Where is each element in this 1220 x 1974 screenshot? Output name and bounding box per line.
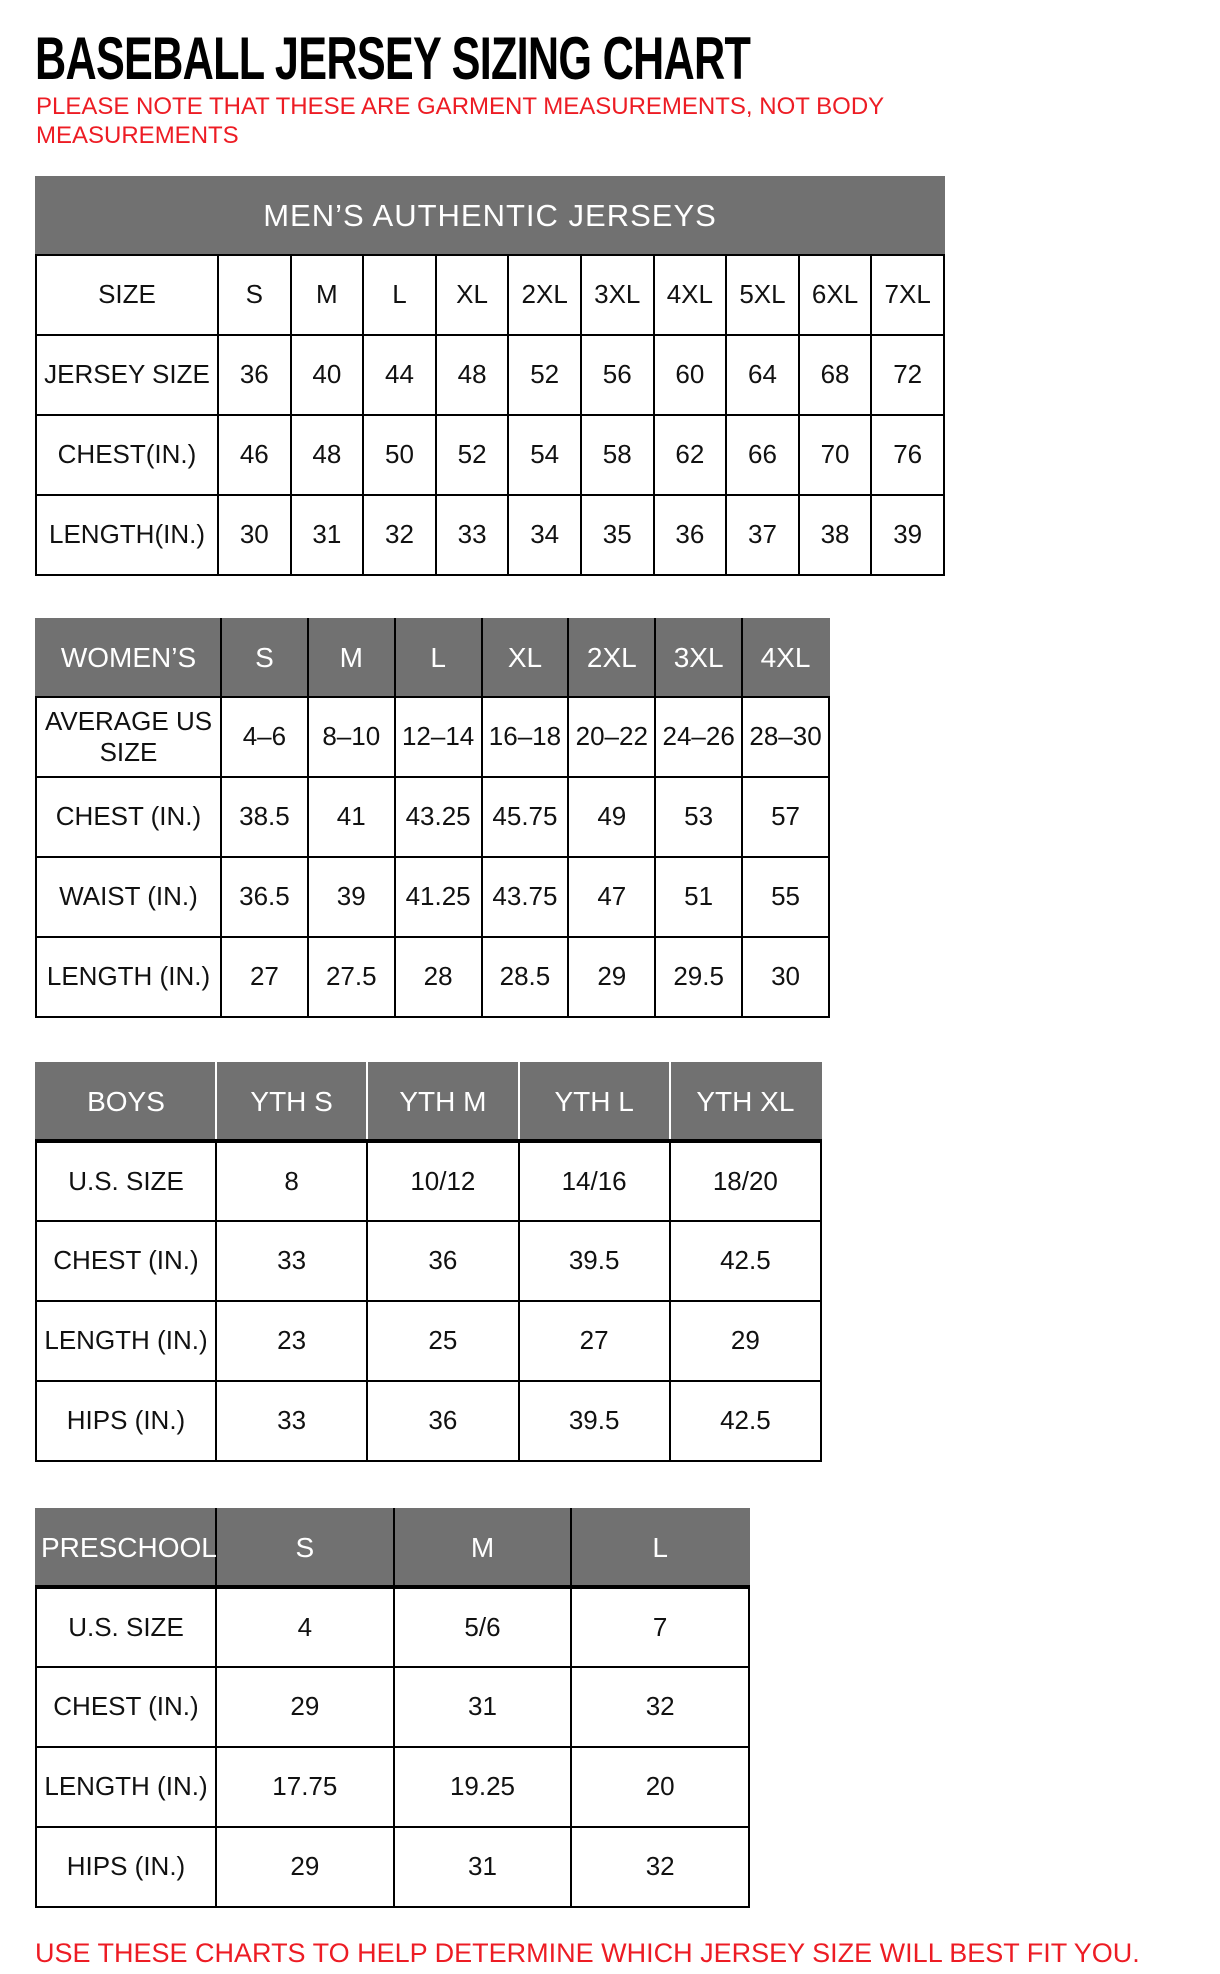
- preschool-value-cell: 32: [571, 1667, 749, 1747]
- mens-row-label: LENGTH(IN.): [36, 495, 218, 575]
- preschool-size-header-cell: M: [394, 1509, 572, 1587]
- mens-value-cell: 72: [871, 335, 944, 415]
- mens-row-label: SIZE: [36, 255, 218, 335]
- womens-value-cell: 53: [655, 777, 742, 857]
- mens-value-cell: 39: [871, 495, 944, 575]
- preschool-value-cell: 29: [216, 1667, 394, 1747]
- womens-value-cell: 27.5: [308, 937, 395, 1017]
- mens-value-cell: 38: [799, 495, 872, 575]
- boys-value-cell: 42.5: [670, 1221, 821, 1301]
- womens-value-cell: 28–30: [742, 697, 829, 777]
- preschool-row-label: CHEST (IN.): [36, 1667, 216, 1747]
- mens-value-cell: 46: [218, 415, 291, 495]
- womens-size-header-cell: XL: [482, 619, 569, 697]
- mens-value-cell: 5XL: [726, 255, 799, 335]
- womens-size-header-cell: S: [221, 619, 308, 697]
- mens-value-cell: 52: [436, 415, 509, 495]
- boys-value-cell: 33: [216, 1381, 367, 1461]
- preschool-table-row: [36, 1747, 749, 1827]
- mens-value-cell: 37: [726, 495, 799, 575]
- mens-value-cell: 40: [291, 335, 364, 415]
- mens-banner-row: [36, 177, 944, 255]
- mens-value-cell: 56: [581, 335, 654, 415]
- boys-value-cell: 8: [216, 1141, 367, 1221]
- womens-size-header-cell: M: [308, 619, 395, 697]
- boys-table-row: [36, 1301, 821, 1381]
- mens-sizing-table: [35, 176, 945, 576]
- preschool-value-cell: 32: [571, 1827, 749, 1907]
- womens-value-cell: 38.5: [221, 777, 308, 857]
- boys-header-row: [36, 1063, 821, 1141]
- womens-row-label: WAIST (IN.): [36, 857, 221, 937]
- womens-row-label: AVERAGE US SIZE: [36, 697, 221, 777]
- boys-size-header-cell: YTH S: [216, 1063, 367, 1141]
- preschool-header-row: [36, 1509, 749, 1587]
- mens-value-cell: 64: [726, 335, 799, 415]
- womens-value-cell: 45.75: [482, 777, 569, 857]
- womens-value-cell: 41.25: [395, 857, 482, 937]
- womens-header-row: [36, 619, 829, 697]
- preschool-size-header-cell: S: [216, 1509, 394, 1587]
- preschool-value-cell: 5/6: [394, 1587, 572, 1667]
- womens-value-cell: 30: [742, 937, 829, 1017]
- mens-value-cell: 66: [726, 415, 799, 495]
- mens-value-cell: 2XL: [508, 255, 581, 335]
- mens-value-cell: 3XL: [581, 255, 654, 335]
- boys-value-cell: 39.5: [519, 1381, 670, 1461]
- womens-table-row: [36, 777, 829, 857]
- boys-value-cell: 14/16: [519, 1141, 670, 1221]
- womens-value-cell: 47: [568, 857, 655, 937]
- boys-row-label: CHEST (IN.): [36, 1221, 216, 1301]
- mens-table-row: [36, 335, 944, 415]
- boys-value-cell: 27: [519, 1301, 670, 1381]
- fit-advice-footer: USE THESE CHARTS TO HELP DETERMINE WHICH JERSEY SIZE WILL BEST FIT YOU.: [35, 1938, 1140, 1968]
- womens-table-row: [36, 697, 829, 777]
- womens-value-cell: 43.75: [482, 857, 569, 937]
- preschool-value-cell: 7: [571, 1587, 749, 1667]
- mens-row-label: CHEST(IN.): [36, 415, 218, 495]
- womens-sizing-table: [35, 618, 830, 1018]
- boys-row-label: U.S. SIZE: [36, 1141, 216, 1221]
- preschool-value-cell: 17.75: [216, 1747, 394, 1827]
- womens-value-cell: 28.5: [482, 937, 569, 1017]
- mens-value-cell: 54: [508, 415, 581, 495]
- mens-value-cell: 48: [436, 335, 509, 415]
- mens-value-cell: 52: [508, 335, 581, 415]
- mens-value-cell: 31: [291, 495, 364, 575]
- boys-value-cell: 33: [216, 1221, 367, 1301]
- womens-value-cell: 16–18: [482, 697, 569, 777]
- womens-value-cell: 36.5: [221, 857, 308, 937]
- womens-value-cell: 27: [221, 937, 308, 1017]
- preschool-row-label: HIPS (IN.): [36, 1827, 216, 1907]
- womens-row-label: LENGTH (IN.): [36, 937, 221, 1017]
- mens-value-cell: 6XL: [799, 255, 872, 335]
- boys-table-row: [36, 1221, 821, 1301]
- boys-value-cell: 18/20: [670, 1141, 821, 1221]
- boys-table-row: [36, 1141, 821, 1221]
- mens-value-cell: 36: [654, 495, 727, 575]
- mens-banner: MEN’S AUTHENTIC JERSEYS: [36, 177, 944, 255]
- mens-value-cell: 50: [363, 415, 436, 495]
- womens-value-cell: 49: [568, 777, 655, 857]
- preschool-value-cell: 31: [394, 1667, 572, 1747]
- boys-row-label: LENGTH (IN.): [36, 1301, 216, 1381]
- preschool-value-cell: 4: [216, 1587, 394, 1667]
- boys-value-cell: 36: [367, 1381, 518, 1461]
- boys-value-cell: 29: [670, 1301, 821, 1381]
- womens-value-cell: 41: [308, 777, 395, 857]
- boys-group-label-cell: BOYS: [36, 1063, 216, 1141]
- boys-row-label: HIPS (IN.): [36, 1381, 216, 1461]
- womens-value-cell: 20–22: [568, 697, 655, 777]
- boys-value-cell: 23: [216, 1301, 367, 1381]
- boys-table-row: [36, 1381, 821, 1461]
- boys-value-cell: 36: [367, 1221, 518, 1301]
- mens-value-cell: 4XL: [654, 255, 727, 335]
- boys-value-cell: 39.5: [519, 1221, 670, 1301]
- mens-value-cell: 60: [654, 335, 727, 415]
- womens-value-cell: 28: [395, 937, 482, 1017]
- mens-value-cell: 48: [291, 415, 364, 495]
- womens-value-cell: 8–10: [308, 697, 395, 777]
- womens-value-cell: 43.25: [395, 777, 482, 857]
- womens-table-row: [36, 937, 829, 1017]
- boys-value-cell: 25: [367, 1301, 518, 1381]
- mens-row-label: JERSEY SIZE: [36, 335, 218, 415]
- mens-value-cell: XL: [436, 255, 509, 335]
- preschool-size-header-cell: L: [571, 1509, 749, 1587]
- preschool-sizing-table: [35, 1508, 750, 1908]
- mens-value-cell: 30: [218, 495, 291, 575]
- womens-group-label-cell: WOMEN’S: [36, 619, 221, 697]
- womens-value-cell: 51: [655, 857, 742, 937]
- mens-value-cell: M: [291, 255, 364, 335]
- page-title: [35, 24, 1220, 92]
- preschool-value-cell: 31: [394, 1827, 572, 1907]
- mens-table-row: [36, 415, 944, 495]
- mens-value-cell: 35: [581, 495, 654, 575]
- boys-value-cell: 42.5: [670, 1381, 821, 1461]
- womens-value-cell: 39: [308, 857, 395, 937]
- boys-size-header-cell: YTH L: [519, 1063, 670, 1141]
- womens-value-cell: 57: [742, 777, 829, 857]
- mens-value-cell: 32: [363, 495, 436, 575]
- mens-value-cell: 44: [363, 335, 436, 415]
- womens-row-label: CHEST (IN.): [36, 777, 221, 857]
- womens-value-cell: 29.5: [655, 937, 742, 1017]
- womens-size-header-cell: 3XL: [655, 619, 742, 697]
- mens-value-cell: 76: [871, 415, 944, 495]
- preschool-row-label: LENGTH (IN.): [36, 1747, 216, 1827]
- womens-value-cell: 4–6: [221, 697, 308, 777]
- womens-value-cell: 24–26: [655, 697, 742, 777]
- boys-sizing-table: [35, 1062, 822, 1462]
- garment-measurement-note: PLEASE NOTE THAT THESE ARE GARMENT MEASUREMENTS, NOT BODY MEASUREMENTS: [36, 93, 884, 149]
- preschool-row-label: U.S. SIZE: [36, 1587, 216, 1667]
- preschool-group-label-cell: PRESCHOOL: [36, 1509, 216, 1587]
- mens-value-cell: 36: [218, 335, 291, 415]
- womens-size-header-cell: 4XL: [742, 619, 829, 697]
- preschool-value-cell: 20: [571, 1747, 749, 1827]
- womens-size-header-cell: 2XL: [568, 619, 655, 697]
- womens-value-cell: 29: [568, 937, 655, 1017]
- mens-value-cell: 33: [436, 495, 509, 575]
- preschool-table-row: [36, 1587, 749, 1667]
- boys-size-header-cell: YTH XL: [670, 1063, 821, 1141]
- mens-table-row: [36, 255, 944, 335]
- mens-table-row: [36, 495, 944, 575]
- mens-value-cell: 70: [799, 415, 872, 495]
- mens-value-cell: S: [218, 255, 291, 335]
- mens-value-cell: 68: [799, 335, 872, 415]
- boys-size-header-cell: YTH M: [367, 1063, 518, 1141]
- mens-value-cell: 58: [581, 415, 654, 495]
- mens-value-cell: 34: [508, 495, 581, 575]
- preschool-value-cell: 19.25: [394, 1747, 572, 1827]
- preschool-table-row: [36, 1827, 749, 1907]
- mens-value-cell: 62: [654, 415, 727, 495]
- womens-value-cell: 12–14: [395, 697, 482, 777]
- mens-value-cell: L: [363, 255, 436, 335]
- page-title-text: BASEBALL JERSEY SIZING CHART: [35, 25, 751, 92]
- preschool-value-cell: 29: [216, 1827, 394, 1907]
- womens-size-header-cell: L: [395, 619, 482, 697]
- womens-table-row: [36, 857, 829, 937]
- mens-value-cell: 7XL: [871, 255, 944, 335]
- boys-value-cell: 10/12: [367, 1141, 518, 1221]
- preschool-table-row: [36, 1667, 749, 1747]
- womens-value-cell: 55: [742, 857, 829, 937]
